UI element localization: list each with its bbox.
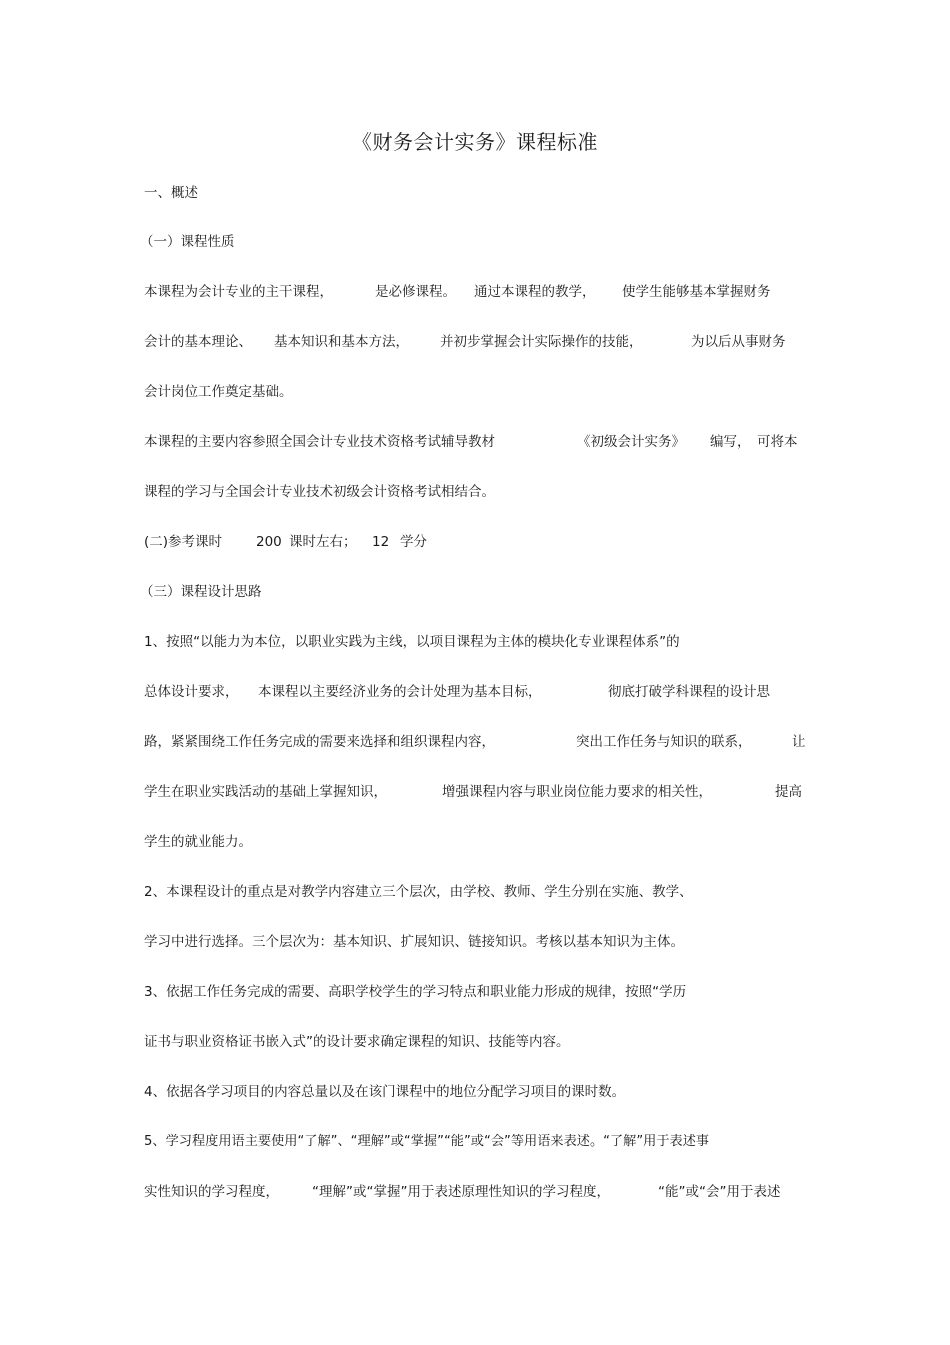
text-segment: 本课程以主要经济业务的会计处理为基本目标， [258,684,542,700]
paragraph-line: 课程的学习与全国会计专业技术初级会计资格考试相结合。 [144,484,495,500]
text-segment: 本课程为会计专业的主干课程， [144,284,333,300]
credits-unit: 学分 [400,534,427,550]
text-segment: 并初步掌握会计实际操作的技能， [440,334,643,350]
text-segment: 提高 [775,784,802,800]
text-segment: 增强课程内容与职业岗位能力要求的相关性， [442,784,712,800]
text-segment: 是必修课程。 [375,284,456,300]
paragraph-line: 会计岗位工作奠定基础。 [144,384,293,400]
text-segment: 基本知识和基本方法， [274,334,409,350]
text-segment: 本课程的主要内容参照全国会计专业技术资格考试辅导教材 [144,434,495,450]
hours-unit: 课时左右； [289,534,357,550]
text-segment: 路，紧紧围绕工作任务完成的需要来选择和组织课程内容， [144,734,495,750]
document-title: 《财务会计实务》课程标准 [352,130,598,154]
list-item-line: 学习中进行选择。三个层次为：基本知识、扩展知识、链接知识。考核以基本知识为主体。 [144,934,684,950]
text-segment: 让 [792,734,806,750]
text-segment: 彻底打破学科课程的设计思 [608,684,770,700]
text-segment: “能”或“会”用于表述 [658,1184,781,1200]
text-segment: 为以后从事财务 [691,334,786,350]
list-item-line: 4、依据各学习项目的内容总量以及在该门课程中的地位分配学习项目的课时数。 [144,1084,626,1100]
text-segment: 学生在职业实践活动的基础上掌握知识， [144,784,387,800]
hours-value: 200 [256,534,282,550]
list-item-line: 1、按照“以能力为本位，以职业实践为主线，以项目课程为主体的模块化专业课程体系”的 [144,634,680,650]
text-segment: 实性知识的学习程度， [144,1184,279,1200]
hours-label: (二)参考课时 [144,534,223,550]
text-segment: 会计的基本理论、 [144,334,252,350]
list-item-line: 5、学习程度用语主要使用“了解”、“理解”或“掌握”“能”或“会”等用语来表述。“了解”用于表述事 [144,1134,710,1149]
credits-value: 12 [372,534,390,550]
text-segment: 可将本 [757,434,798,450]
list-item-line: 3、依据工作任务完成的需要、高职学校学生的学习特点和职业能力形成的规律，按照“学历 [144,984,687,1000]
section-heading-overview: 一、概述 [144,185,198,201]
subsection-heading-nature: （一）课程性质 [140,234,235,250]
text-segment: 总体设计要求， [144,684,239,700]
text-segment: 使学生能够基本掌握财务 [622,284,771,300]
text-segment: 通过本课程的教学， [474,284,596,300]
text-segment: 《初级会计实务》 [577,434,685,450]
text-segment: “理解”或“掌握”用于表述原理性知识的学习程度， [312,1184,610,1200]
list-item-line: 学生的就业能力。 [144,834,252,850]
text-segment: 编写， [710,434,751,450]
subsection-heading-design: （三）课程设计思路 [140,584,262,600]
text-segment: 突出工作任务与知识的联系， [576,734,752,750]
list-item-line: 2、本课程设计的重点是对教学内容建立三个层次，由学校、教师、学生分别在实施、教学、 [144,884,693,900]
list-item-line: 证书与职业资格证书嵌入式”的设计要求确定课程的知识、技能等内容。 [144,1034,570,1050]
